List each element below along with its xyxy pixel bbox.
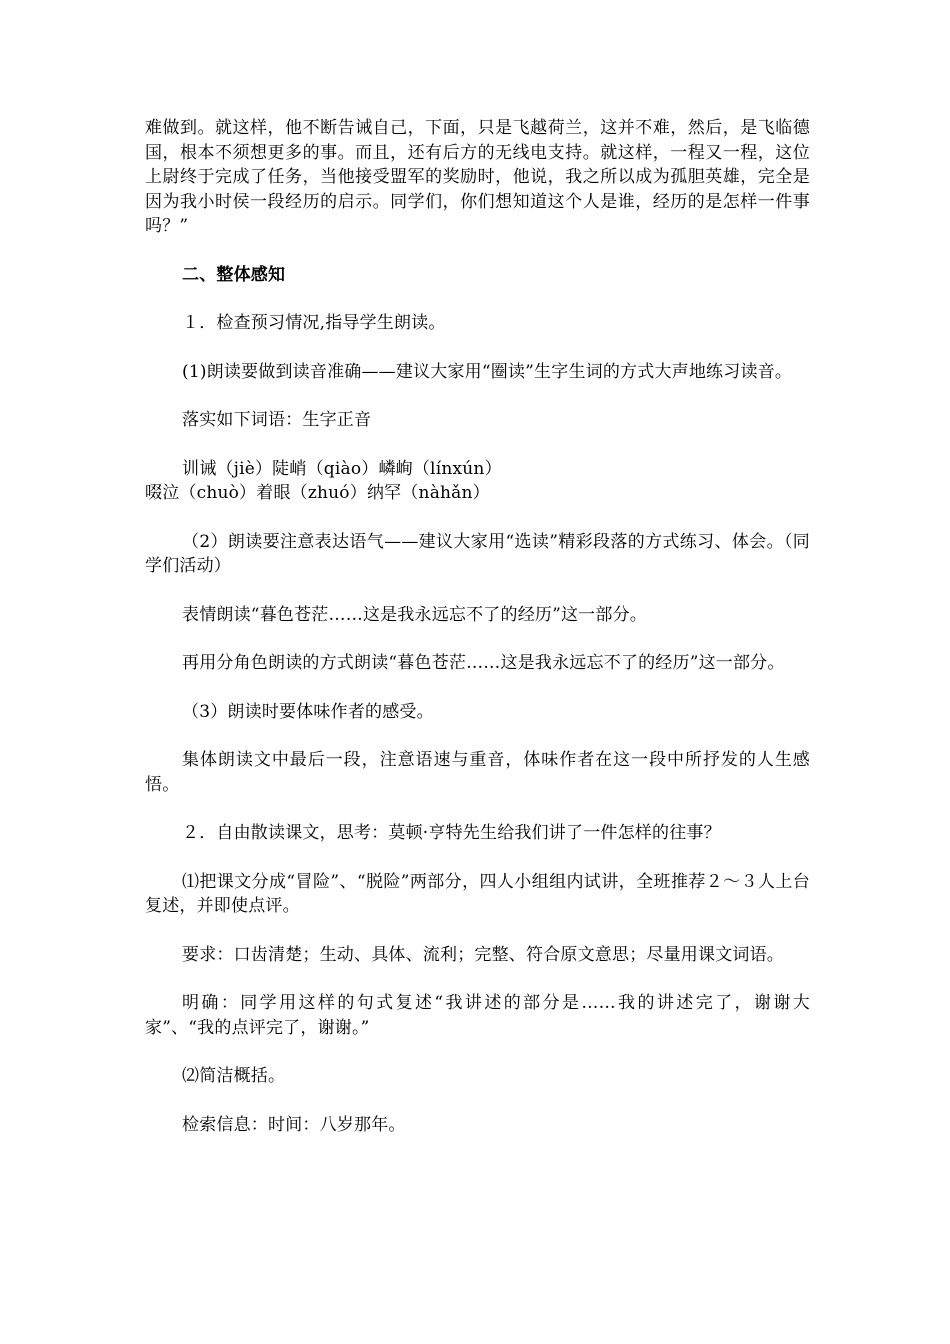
step-2-1-paragraph: ⑴把课文分成“冒险”、“脱险”两部分，四人小组组内试讲，全班推荐２～３人上台复述，并即使点评。 bbox=[145, 871, 810, 916]
intro-paragraph: 难做到。就这样，他不断告诫自己，下面，只是飞越荷兰，这并不难，然后，是飞临德国，根本不须想更多的事。而且，还有后方的无线电支持。就这样，一程又一程，这位上尉终于完成了任务，当他接受盟军的奖励时，他说，我之所以成为孤胆英雄，完全是因为我小时侯一段经历的启示。同学们，你们想知道这个人是谁，经历的是怎样一件事吗？” bbox=[145, 118, 810, 236]
search-info-paragraph: 检索信息：时间：八岁那年。 bbox=[182, 1114, 406, 1135]
pinyin-words-block bbox=[145, 457, 810, 506]
words-intro-paragraph: 落实如下词语：生字正音 bbox=[182, 410, 372, 430]
step-2-paragraph: ２．自由散读课文，思考：莫顿·亨特先生给我们讲了一件怎样的往事？ bbox=[182, 823, 721, 843]
reading-task-2: 再用分角色朗读的方式朗读“暮色苍茫……这是我永远忘不了的经历”这一部分。 bbox=[182, 653, 785, 673]
step-1-1-paragraph: (1)朗读要做到读音准确——建议大家用“圈读”生字生词的方式大声地练习读音。 bbox=[182, 361, 793, 382]
reading-task-1: 表情朗读“暮色苍茫……这是我永远忘不了的经历”这一部分。 bbox=[182, 604, 647, 625]
pinyin-words-line-1: 训诫（jiè）陡峭（qiào）嶙峋（línxún） bbox=[182, 458, 502, 479]
clarification-paragraph: 明确：同学用这样的句式复述“我讲述的部分是……我的讲述完了，谢谢大家”、“我的点评完了，谢谢。” bbox=[145, 993, 810, 1038]
reading-task-3: 集体朗读文中最后一段，注意语速与重音，体味作者在这一段中所抒发的人生感悟。 bbox=[145, 750, 810, 795]
document-body bbox=[145, 116, 810, 1137]
step-1-3-paragraph: （3）朗读时要体味作者的感受。 bbox=[182, 701, 434, 722]
pinyin-words-line-2: 啜泣（chuò）着眼（zhuó）纳罕（nàhǎn） bbox=[145, 483, 490, 503]
step-1-2-paragraph: （2）朗读要注意表达语气——建议大家用“选读”精彩段落的方式练习、体会。（同学们活动） bbox=[145, 531, 810, 576]
step-2-2-paragraph: ⑵简洁概括。 bbox=[182, 1066, 286, 1086]
section-heading: 二、整体感知 bbox=[182, 264, 286, 285]
requirements-paragraph: 要求：口齿清楚；生动、具体、流利；完整、符合原文意思；尽量用课文词语。 bbox=[182, 944, 784, 965]
step-1-paragraph: １．检查预习情况,指导学生朗读。 bbox=[182, 313, 446, 333]
